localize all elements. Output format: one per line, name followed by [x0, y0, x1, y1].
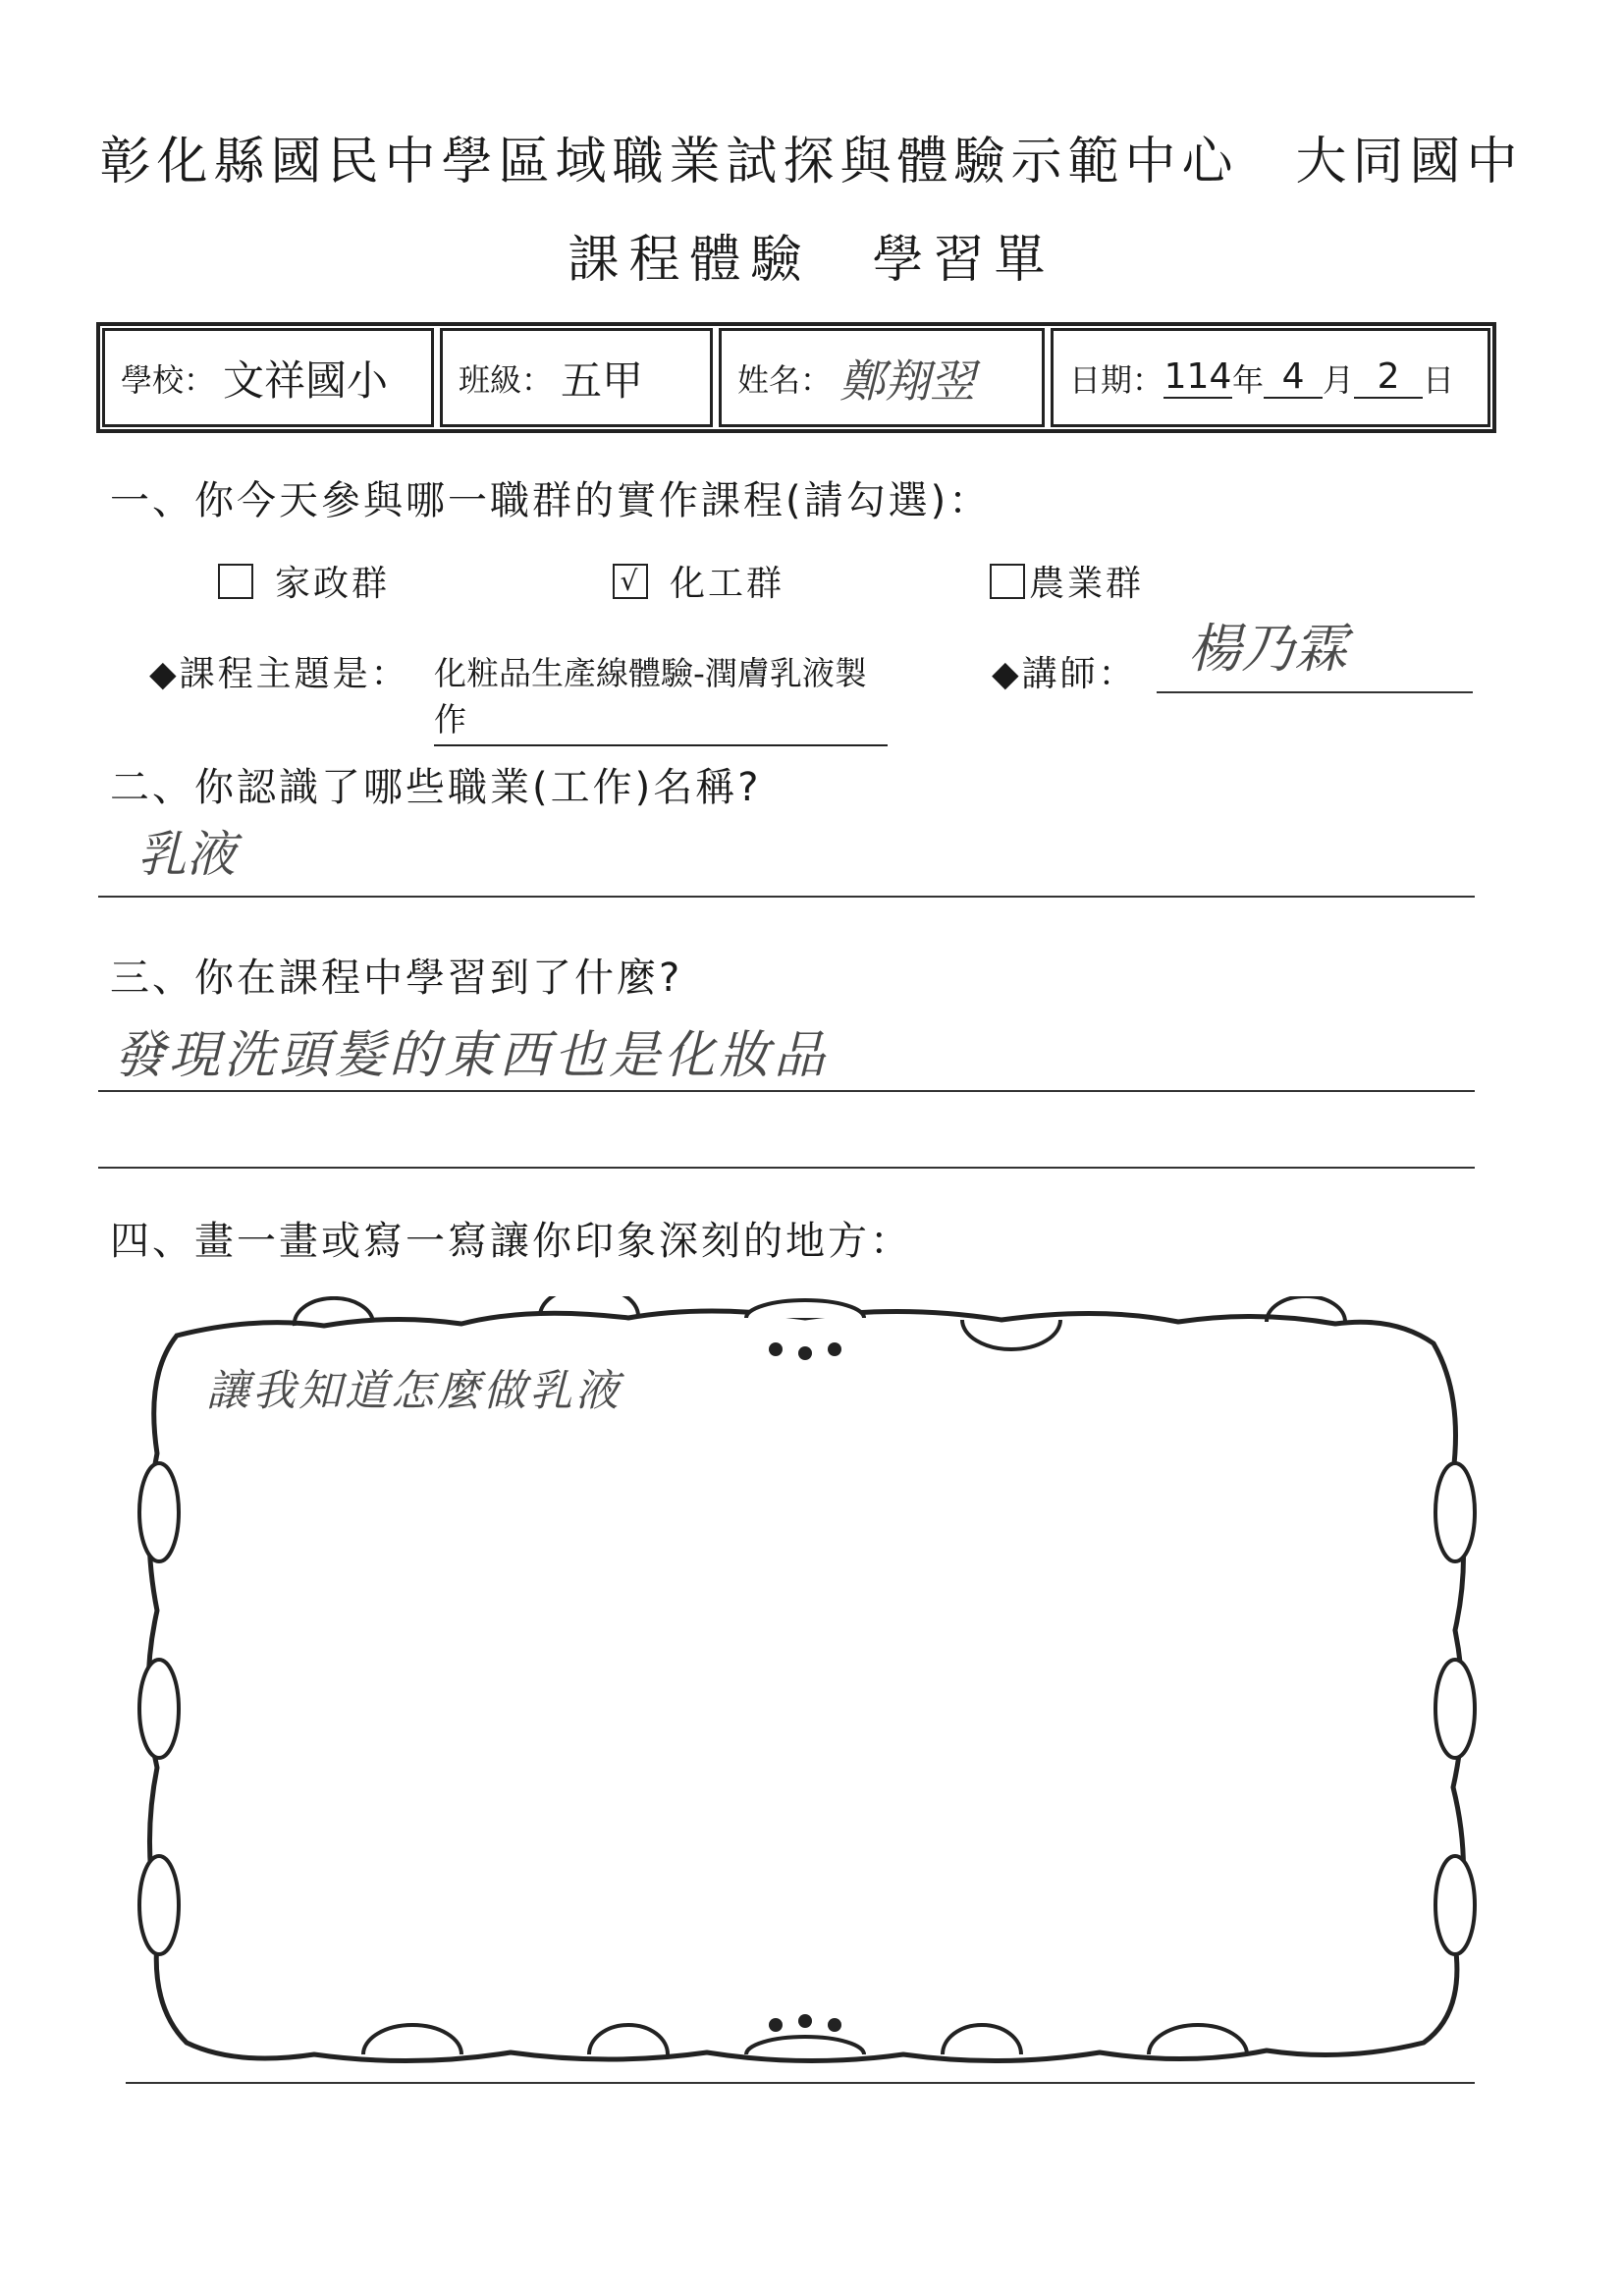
- teacher-underline: [1157, 691, 1473, 693]
- date-month: 4: [1264, 356, 1323, 399]
- topic-label: ◆課程主題是：: [149, 654, 409, 694]
- option-chemical-label: 化工群: [670, 564, 785, 604]
- school-label: 學校：: [121, 360, 216, 399]
- name-cell: [719, 328, 1045, 427]
- class-value: 五甲: [561, 355, 644, 405]
- date-label: 日期：: [1069, 360, 1164, 399]
- teacher-label: ◆講師：: [992, 654, 1137, 694]
- day-unit: 日: [1423, 360, 1455, 399]
- question-3-line-1: [98, 1090, 1475, 1092]
- checkbox-chemical[interactable]: √: [613, 564, 648, 599]
- date-cell: [1051, 328, 1490, 427]
- question-2-answer: 乳液: [137, 826, 236, 883]
- bottom-line: [126, 2082, 1475, 2084]
- checkbox-home-economics[interactable]: [218, 564, 253, 599]
- class-cell: [440, 328, 713, 427]
- date-day: 2: [1354, 356, 1423, 399]
- school-cell: [102, 328, 434, 427]
- year-unit: 年: [1232, 360, 1265, 399]
- teacher-value: 楊乃霖: [1188, 618, 1347, 680]
- question-3: 三、你在課程中學習到了什麼?: [110, 956, 683, 1001]
- option-home-economics[interactable]: [218, 556, 390, 606]
- question-3-answer: 發現洗頭髮的東西也是化妝品: [114, 1026, 830, 1085]
- question-4-answer: 讓我知道怎麼做乳液: [206, 1366, 622, 1416]
- option-home-economics-label: 家政群: [275, 564, 391, 604]
- question-2: 二、你認識了哪些職業(工作)名稱?: [110, 765, 762, 810]
- question-4: 四、畫一畫或寫一寫讓你印象深刻的地方：: [110, 1219, 912, 1264]
- document-title: 彰化縣國民中學區域職業試探與體驗示範中心 大同國中: [99, 133, 1524, 191]
- name-value: 鄭翔翌: [839, 354, 976, 408]
- option-chemical[interactable]: [613, 556, 784, 606]
- question-1: 一、你今天參與哪一職群的實作課程(請勾選)：: [110, 478, 992, 523]
- option-agriculture[interactable]: [990, 556, 1144, 606]
- topic-value: 化粧品生產線體驗-潤膚乳液製作: [434, 648, 888, 746]
- month-unit: 月: [1323, 360, 1355, 399]
- option-agriculture-label: 農業群: [1029, 564, 1145, 604]
- question-3-line-2: [98, 1167, 1475, 1169]
- school-value: 文祥國小: [223, 355, 389, 405]
- name-label: 姓名：: [737, 360, 833, 399]
- date-year: 114: [1163, 356, 1232, 397]
- class-label: 班級：: [459, 360, 554, 399]
- document-subtitle: 課程體驗 學習單: [568, 231, 1055, 290]
- checkbox-agriculture[interactable]: [990, 564, 1025, 599]
- question-2-line: [98, 896, 1475, 898]
